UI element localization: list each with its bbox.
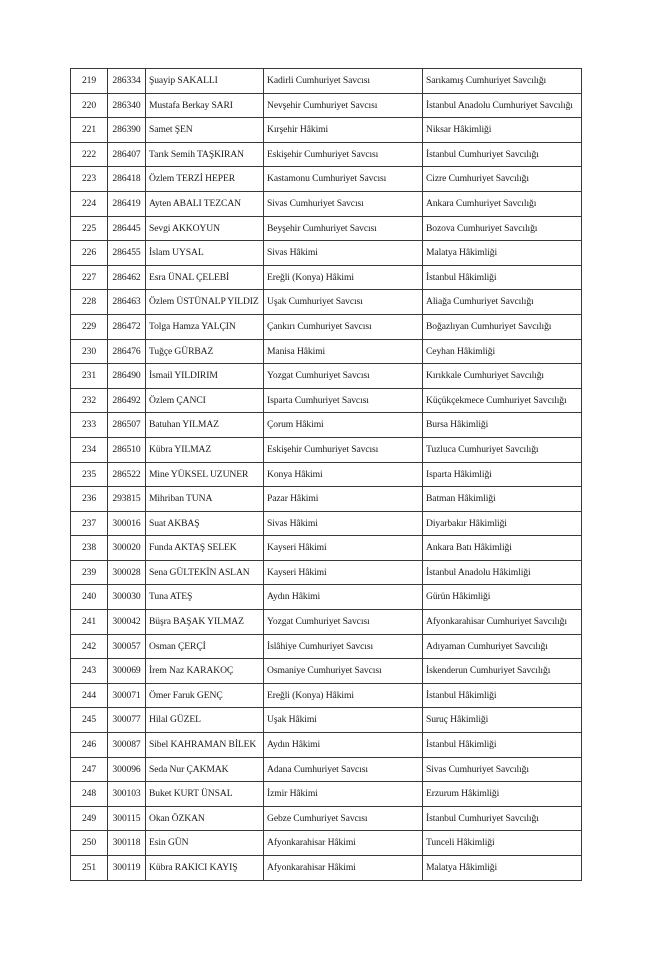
row-number-cell: 236 xyxy=(71,487,108,512)
row-number-cell: 221 xyxy=(71,118,108,143)
new-post-cell: İstanbul Hâkimliği xyxy=(423,265,582,290)
new-post-cell: Ceyhan Hâkimliği xyxy=(423,339,582,364)
new-post-cell: Bursa Hâkimliği xyxy=(423,413,582,438)
registry-number-cell: 300103 xyxy=(108,782,146,807)
row-number-cell: 220 xyxy=(71,93,108,118)
person-name-cell: Sibel KAHRAMAN BİLEK xyxy=(146,733,264,758)
new-post-cell: Niksar Hâkimliği xyxy=(423,118,582,143)
new-post-cell: Adıyaman Cumhuriyet Savcılığı xyxy=(423,634,582,659)
row-number-cell: 232 xyxy=(71,388,108,413)
registry-number-cell: 286463 xyxy=(108,290,146,315)
new-post-cell: İstanbul Cumhuriyet Savcılığı xyxy=(423,806,582,831)
table-row xyxy=(71,364,582,389)
row-number-cell: 246 xyxy=(71,733,108,758)
row-number-cell: 230 xyxy=(71,339,108,364)
new-post-cell: Aliağa Cumhuriyet Savcılığı xyxy=(423,290,582,315)
registry-number-cell: 300028 xyxy=(108,560,146,585)
new-post-cell: Ankara Batı Hâkimliği xyxy=(423,536,582,561)
current-post-cell: İzmir Hâkimi xyxy=(264,782,423,807)
registry-number-cell: 300071 xyxy=(108,683,146,708)
row-number-cell: 228 xyxy=(71,290,108,315)
table-row xyxy=(71,683,582,708)
registry-number-cell: 286334 xyxy=(108,69,146,94)
registry-number-cell: 286522 xyxy=(108,462,146,487)
table-row xyxy=(71,290,582,315)
new-post-cell: Ankara Cumhuriyet Savcılığı xyxy=(423,191,582,216)
current-post-cell: Sivas Cumhuriyet Savcısı xyxy=(264,191,423,216)
person-name-cell: Esra ÜNAL ÇELEBİ xyxy=(146,265,264,290)
person-name-cell: İsmail YILDIRIM xyxy=(146,364,264,389)
table-row xyxy=(71,265,582,290)
registry-number-cell: 286472 xyxy=(108,314,146,339)
current-post-cell: Konya Hâkimi xyxy=(264,462,423,487)
registry-number-cell: 286455 xyxy=(108,241,146,266)
person-name-cell: Ayten ABALI TEZCAN xyxy=(146,191,264,216)
row-number-cell: 222 xyxy=(71,142,108,167)
row-number-cell: 240 xyxy=(71,585,108,610)
current-post-cell: İslâhiye Cumhuriyet Savcısı xyxy=(264,634,423,659)
registry-number-cell: 286476 xyxy=(108,339,146,364)
current-post-cell: Aydın Hâkimi xyxy=(264,733,423,758)
appointment-table xyxy=(70,68,582,881)
row-number-cell: 234 xyxy=(71,437,108,462)
person-name-cell: Sevgi AKKOYUN xyxy=(146,216,264,241)
table-row xyxy=(71,634,582,659)
table-row xyxy=(71,462,582,487)
row-number-cell: 233 xyxy=(71,413,108,438)
table-row xyxy=(71,241,582,266)
person-name-cell: İslam UYSAL xyxy=(146,241,264,266)
person-name-cell: Özlem TERZİ HEPER xyxy=(146,167,264,192)
current-post-cell: Kastamonu Cumhuriyet Savcısı xyxy=(264,167,423,192)
table-row xyxy=(71,511,582,536)
row-number-cell: 248 xyxy=(71,782,108,807)
new-post-cell: Malatya Hâkimliği xyxy=(423,856,582,881)
current-post-cell: Çankırı Cumhuriyet Savcısı xyxy=(264,314,423,339)
registry-number-cell: 300115 xyxy=(108,806,146,831)
new-post-cell: Cizre Cumhuriyet Savcılığı xyxy=(423,167,582,192)
row-number-cell: 250 xyxy=(71,831,108,856)
registry-number-cell: 300057 xyxy=(108,634,146,659)
new-post-cell: Kırıkkale Cumhuriyet Savcılığı xyxy=(423,364,582,389)
registry-number-cell: 300096 xyxy=(108,757,146,782)
appointment-table-body xyxy=(71,69,582,881)
new-post-cell: Tunceli Hâkimliği xyxy=(423,831,582,856)
row-number-cell: 225 xyxy=(71,216,108,241)
person-name-cell: Batuhan YILMAZ xyxy=(146,413,264,438)
row-number-cell: 237 xyxy=(71,511,108,536)
person-name-cell: Funda AKTAŞ SELEK xyxy=(146,536,264,561)
person-name-cell: Mine YÜKSEL UZUNER xyxy=(146,462,264,487)
person-name-cell: Kübra RAKICI KAYIŞ xyxy=(146,856,264,881)
registry-number-cell: 286490 xyxy=(108,364,146,389)
current-post-cell: Yozgat Cumhuriyet Savcısı xyxy=(264,364,423,389)
new-post-cell: Afyonkarahisar Cumhuriyet Savcılığı xyxy=(423,610,582,635)
row-number-cell: 249 xyxy=(71,806,108,831)
current-post-cell: Ereğli (Konya) Hâkimi xyxy=(264,683,423,708)
current-post-cell: Sivas Hâkimi xyxy=(264,511,423,536)
registry-number-cell: 286492 xyxy=(108,388,146,413)
current-post-cell: Aydın Hâkimi xyxy=(264,585,423,610)
table-row xyxy=(71,413,582,438)
new-post-cell: Küçükçekmece Cumhuriyet Savcılığı xyxy=(423,388,582,413)
person-name-cell: Mustafa Berkay SARI xyxy=(146,93,264,118)
row-number-cell: 245 xyxy=(71,708,108,733)
person-name-cell: Özlem ÇANCI xyxy=(146,388,264,413)
row-number-cell: 235 xyxy=(71,462,108,487)
new-post-cell: Tuzluca Cumhuriyet Savcılığı xyxy=(423,437,582,462)
row-number-cell: 241 xyxy=(71,610,108,635)
row-number-cell: 238 xyxy=(71,536,108,561)
person-name-cell: Tarık Semih TAŞKIRAN xyxy=(146,142,264,167)
current-post-cell: Osmaniye Cumhuriyet Savcısı xyxy=(264,659,423,684)
current-post-cell: Gebze Cumhuriyet Savcısı xyxy=(264,806,423,831)
registry-number-cell: 300042 xyxy=(108,610,146,635)
row-number-cell: 219 xyxy=(71,69,108,94)
registry-number-cell: 286407 xyxy=(108,142,146,167)
registry-number-cell: 300020 xyxy=(108,536,146,561)
table-row xyxy=(71,487,582,512)
current-post-cell: Çorum Hâkimi xyxy=(264,413,423,438)
new-post-cell: Diyarbakır Hâkimliği xyxy=(423,511,582,536)
row-number-cell: 251 xyxy=(71,856,108,881)
registry-number-cell: 300119 xyxy=(108,856,146,881)
table-row xyxy=(71,782,582,807)
new-post-cell: Sivas Cumhuriyet Savcılığı xyxy=(423,757,582,782)
new-post-cell: İstanbul Hâkimliği xyxy=(423,733,582,758)
new-post-cell: Gürün Hâkimliği xyxy=(423,585,582,610)
registry-number-cell: 286418 xyxy=(108,167,146,192)
row-number-cell: 229 xyxy=(71,314,108,339)
registry-number-cell: 286445 xyxy=(108,216,146,241)
registry-number-cell: 300087 xyxy=(108,733,146,758)
table-row xyxy=(71,560,582,585)
table-row xyxy=(71,69,582,94)
person-name-cell: Suat AKBAŞ xyxy=(146,511,264,536)
new-post-cell: Suruç Hâkimliği xyxy=(423,708,582,733)
person-name-cell: Tuğçe GÜRBAZ xyxy=(146,339,264,364)
person-name-cell: Samet ŞEN xyxy=(146,118,264,143)
row-number-cell: 231 xyxy=(71,364,108,389)
registry-number-cell: 286390 xyxy=(108,118,146,143)
registry-number-cell: 286462 xyxy=(108,265,146,290)
current-post-cell: Pazar Hâkimi xyxy=(264,487,423,512)
person-name-cell: Buket KURT ÜNSAL xyxy=(146,782,264,807)
person-name-cell: Tolga Hamza YALÇIN xyxy=(146,314,264,339)
person-name-cell: Hilal GÜZEL xyxy=(146,708,264,733)
person-name-cell: Okan ÖZKAN xyxy=(146,806,264,831)
table-row xyxy=(71,167,582,192)
row-number-cell: 224 xyxy=(71,191,108,216)
current-post-cell: Sivas Hâkimi xyxy=(264,241,423,266)
table-row xyxy=(71,757,582,782)
table-row xyxy=(71,610,582,635)
registry-number-cell: 286510 xyxy=(108,437,146,462)
new-post-cell: İskenderun Cumhuriyet Savcılığı xyxy=(423,659,582,684)
registry-number-cell: 300030 xyxy=(108,585,146,610)
current-post-cell: Afyonkarahisar Hâkimi xyxy=(264,831,423,856)
table-row xyxy=(71,831,582,856)
new-post-cell: Sarıkamış Cumhuriyet Savcılığı xyxy=(423,69,582,94)
current-post-cell: Eskişehir Cumhuriyet Savcısı xyxy=(264,437,423,462)
table-row xyxy=(71,733,582,758)
current-post-cell: Nevşehir Cumhuriyet Savcısı xyxy=(264,93,423,118)
registry-number-cell: 286419 xyxy=(108,191,146,216)
row-number-cell: 239 xyxy=(71,560,108,585)
current-post-cell: Beyşehir Cumhuriyet Savcısı xyxy=(264,216,423,241)
person-name-cell: Şuayip SAKALLI xyxy=(146,69,264,94)
new-post-cell: Batman Hâkimliği xyxy=(423,487,582,512)
person-name-cell: Esin GÜN xyxy=(146,831,264,856)
new-post-cell: İstanbul Anadolu Cumhuriyet Savcılığı xyxy=(423,93,582,118)
current-post-cell: Kayseri Hâkimi xyxy=(264,560,423,585)
current-post-cell: Uşak Hâkimi xyxy=(264,708,423,733)
row-number-cell: 243 xyxy=(71,659,108,684)
table-row xyxy=(71,339,582,364)
person-name-cell: İrem Naz KARAKOÇ xyxy=(146,659,264,684)
new-post-cell: Erzurum Hâkimliği xyxy=(423,782,582,807)
new-post-cell: İstanbul Cumhuriyet Savcılığı xyxy=(423,142,582,167)
person-name-cell: Mihriban TUNA xyxy=(146,487,264,512)
current-post-cell: Uşak Cumhuriyet Savcısı xyxy=(264,290,423,315)
table-row xyxy=(71,388,582,413)
person-name-cell: Osman ÇERÇİ xyxy=(146,634,264,659)
new-post-cell: Malatya Hâkimliği xyxy=(423,241,582,266)
person-name-cell: Seda Nur ÇAKMAK xyxy=(146,757,264,782)
person-name-cell: Ömer Faruk GENÇ xyxy=(146,683,264,708)
current-post-cell: Adana Cumhuriyet Savcısı xyxy=(264,757,423,782)
current-post-cell: Kadirli Cumhuriyet Savcısı xyxy=(264,69,423,94)
row-number-cell: 247 xyxy=(71,757,108,782)
current-post-cell: Yozgat Cumhuriyet Savcısı xyxy=(264,610,423,635)
table-row xyxy=(71,437,582,462)
person-name-cell: Sena GÜLTEKİN ASLAN xyxy=(146,560,264,585)
table-row xyxy=(71,314,582,339)
row-number-cell: 244 xyxy=(71,683,108,708)
registry-number-cell: 300069 xyxy=(108,659,146,684)
new-post-cell: İstanbul Hâkimliği xyxy=(423,683,582,708)
table-row xyxy=(71,142,582,167)
person-name-cell: Tuna ATEŞ xyxy=(146,585,264,610)
table-row xyxy=(71,806,582,831)
new-post-cell: Bozova Cumhuriyet Savcılığı xyxy=(423,216,582,241)
document-page xyxy=(70,68,581,881)
current-post-cell: Ereğli (Konya) Hâkimi xyxy=(264,265,423,290)
table-row xyxy=(71,536,582,561)
current-post-cell: Afyonkarahisar Hâkimi xyxy=(264,856,423,881)
current-post-cell: Eskişehir Cumhuriyet Savcısı xyxy=(264,142,423,167)
current-post-cell: Kırşehir Hâkimi xyxy=(264,118,423,143)
new-post-cell: Isparta Hâkimliği xyxy=(423,462,582,487)
current-post-cell: Isparta Cumhuriyet Savcısı xyxy=(264,388,423,413)
table-row xyxy=(71,708,582,733)
row-number-cell: 226 xyxy=(71,241,108,266)
registry-number-cell: 293815 xyxy=(108,487,146,512)
person-name-cell: Büşra BAŞAK YILMAZ xyxy=(146,610,264,635)
registry-number-cell: 286507 xyxy=(108,413,146,438)
table-row xyxy=(71,191,582,216)
current-post-cell: Kayseri Hâkimi xyxy=(264,536,423,561)
row-number-cell: 242 xyxy=(71,634,108,659)
table-row xyxy=(71,585,582,610)
table-row xyxy=(71,118,582,143)
current-post-cell: Manisa Hâkimi xyxy=(264,339,423,364)
registry-number-cell: 300118 xyxy=(108,831,146,856)
person-name-cell: Kübra YILMAZ xyxy=(146,437,264,462)
row-number-cell: 227 xyxy=(71,265,108,290)
table-row xyxy=(71,856,582,881)
table-row xyxy=(71,216,582,241)
new-post-cell: Boğazlıyan Cumhuriyet Savcılığı xyxy=(423,314,582,339)
registry-number-cell: 300016 xyxy=(108,511,146,536)
person-name-cell: Özlem ÜSTÜNALP YILDIZ xyxy=(146,290,264,315)
table-row xyxy=(71,93,582,118)
registry-number-cell: 286340 xyxy=(108,93,146,118)
table-row xyxy=(71,659,582,684)
registry-number-cell: 300077 xyxy=(108,708,146,733)
row-number-cell: 223 xyxy=(71,167,108,192)
new-post-cell: İstanbul Anadolu Hâkimliği xyxy=(423,560,582,585)
